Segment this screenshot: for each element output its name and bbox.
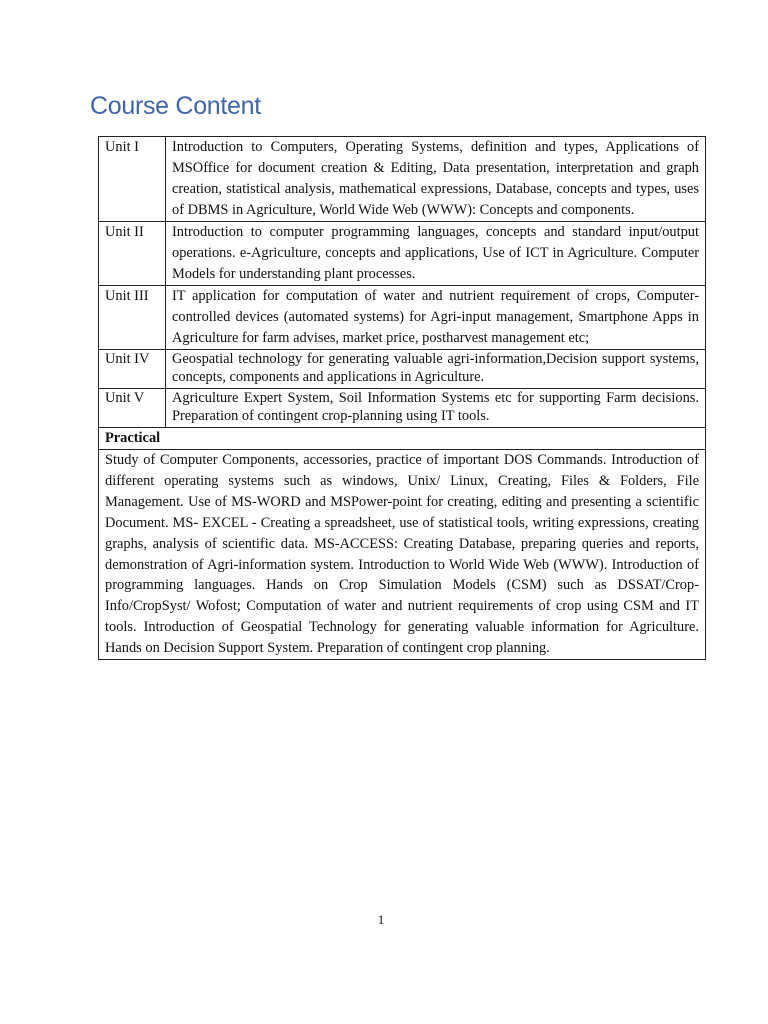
practical-heading-row bbox=[99, 428, 706, 450]
unit-description: Agriculture Expert System, Soil Information Systems etc for supporting Farm decisions. Preparation of contingent crop-planning using IT tools. bbox=[166, 389, 706, 428]
unit-label: Unit III bbox=[99, 286, 166, 350]
unit-description: Geospatial technology for generating valuable agri-information,Decision support systems, concepts, components and applications in Agriculture. bbox=[166, 350, 706, 389]
table-row bbox=[99, 286, 706, 350]
practical-description: Study of Computer Components, accessories, practice of important DOS Commands. Introduction of different operating systems such as windows, Unix/ Linux, Creating, Files & Folders, File Management. Use of MS-WORD and MSPower-point for creating, editing and presenting a scientific Document. MS- EXCEL - Creating a spreadsheet, use of statistical tools, writing expressions, creating graphs, analysis of scientific data. MS-ACCESS: Creating Database, preparing queries and reports, demonstration of Agri-information system. Introduction to World Wide Web (WWW). Introduction of programming languages. Hands on Crop Simulation Models (CSM) such as DSSAT/Crop- Info/CropSyst/ Wofost; Computation of water and nutrient requirements of crop using CSM and IT tools. Introduction of Geospatial Technology for generating valuable information for Agriculture. Hands on Decision Support System. Preparation of contingent crop planning. bbox=[99, 450, 706, 660]
page-number: 1 bbox=[377, 912, 385, 927]
table-row bbox=[99, 222, 706, 286]
unit-description: Introduction to computer programming languages, concepts and standard input/output operations. e-Agriculture, concepts and applications, Use of ICT in Agriculture. Computer Models for understanding plant processes. bbox=[166, 222, 706, 286]
table-row bbox=[99, 389, 706, 428]
table-row bbox=[99, 137, 706, 222]
unit-label: Unit II bbox=[99, 222, 166, 286]
unit-label: Unit IV bbox=[99, 350, 166, 389]
unit-description: IT application for computation of water and nutrient requirement of crops, Computer-controlled devices (automated systems) for Agri-input management, Smartphone Apps in Agriculture for farm advises, market price, postharvest management etc; bbox=[166, 286, 706, 350]
table-row bbox=[99, 350, 706, 389]
page-title: Course Content bbox=[90, 92, 261, 120]
practical-body-row bbox=[99, 450, 706, 660]
unit-label: Unit V bbox=[99, 389, 166, 428]
unit-label: Unit I bbox=[99, 137, 166, 222]
practical-heading: Practical bbox=[99, 428, 706, 450]
course-content-table bbox=[98, 136, 706, 660]
unit-description: Introduction to Computers, Operating Systems, definition and types, Applications of MSOffice for document creation & Editing, Data presentation, interpretation and graph creation, statistical analysis, mathematical expressions, Database, concepts and types, uses of DBMS in Agriculture, World Wide Web (WWW): Concepts and components. bbox=[166, 137, 706, 222]
